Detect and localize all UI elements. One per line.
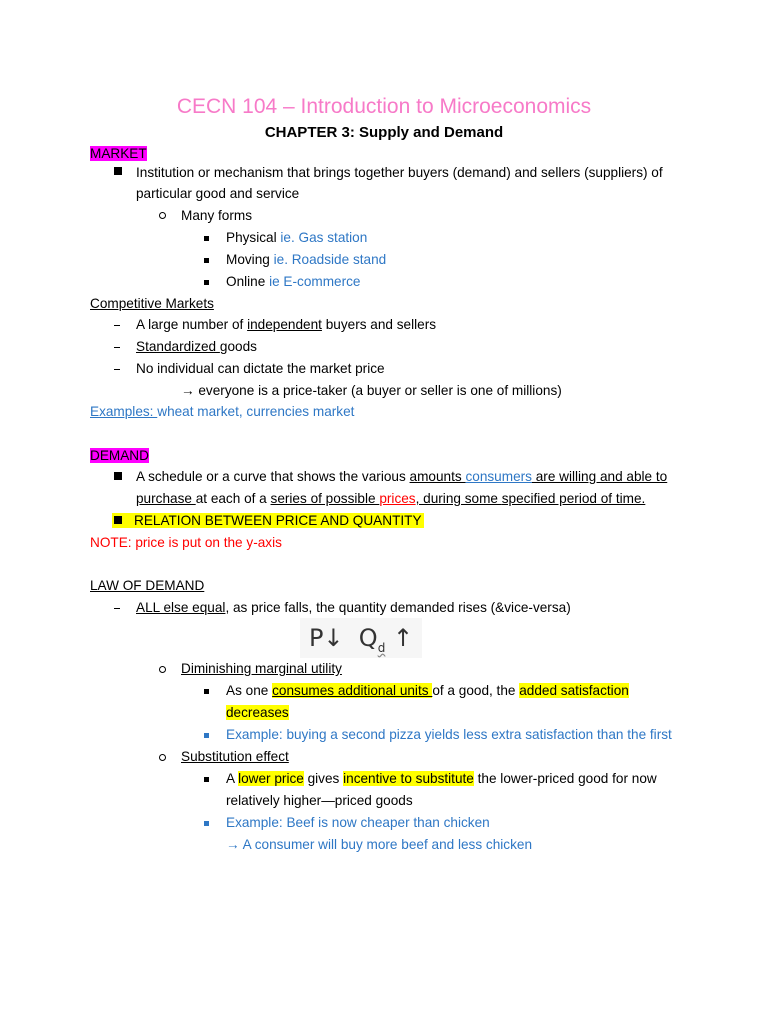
- form-physical: Physical ie. Gas station: [226, 230, 368, 245]
- many-forms: Many forms: [181, 208, 253, 223]
- square-bullet-icon: [114, 167, 122, 175]
- dmu-heading: Diminishing marginal utility: [181, 661, 342, 676]
- arrow-down-icon: ↓: [323, 624, 344, 652]
- dash-bullet-icon: [114, 325, 120, 326]
- note-line: NOTE: price is put on the y-axis: [90, 535, 282, 550]
- small-square-bullet-icon: [204, 258, 209, 263]
- dmu-line2: decreases: [226, 705, 289, 720]
- dash-bullet-icon: [114, 608, 120, 609]
- competitive-item2: Standardized goods: [136, 339, 257, 354]
- price-taker-line: → everyone is a price-taker (a buyer or seller is one of millions): [181, 383, 562, 398]
- arrow-right-icon: →: [226, 837, 240, 852]
- examples-line: Examples: wheat market, currencies market: [90, 404, 355, 419]
- arrow-up-icon: ↑: [392, 624, 414, 652]
- square-bullet-icon: [114, 516, 122, 524]
- market-def-line2: particular good and service: [136, 186, 300, 201]
- substitution-line2: relatively higher—priced goods: [226, 793, 413, 808]
- substitution-example: Example: Beef is now cheaper than chicken: [226, 815, 490, 830]
- dmu-example: Example: buying a second pizza yields less extra satisfaction than the first: [226, 727, 672, 742]
- small-square-bullet-icon: [204, 777, 209, 782]
- substitution-line1: A lower price gives incentive to substitute the lower-priced good for now: [226, 771, 657, 786]
- law-heading: LAW OF DEMAND: [90, 578, 205, 593]
- demand-heading: DEMAND: [90, 448, 149, 463]
- substitution-heading: Substitution effect: [181, 749, 289, 764]
- form-online: Online ie E-commerce: [226, 274, 361, 289]
- form-moving: Moving ie. Roadside stand: [226, 252, 387, 267]
- dmu-line1: As one consumes additional units of a good, the added satisfaction: [226, 683, 629, 698]
- circle-bullet-icon: [159, 666, 166, 673]
- law-line1: ALL else equal, as price falls, the quantity demanded rises (&vice-versa): [136, 600, 571, 615]
- small-square-bullet-icon: [204, 689, 209, 694]
- small-square-bullet-icon: [204, 280, 209, 285]
- small-square-bullet-icon: [204, 733, 209, 738]
- circle-bullet-icon: [159, 212, 166, 219]
- chapter-subtitle: CHAPTER 3: Supply and Demand: [264, 124, 504, 141]
- competitive-heading: Competitive Markets: [90, 296, 214, 311]
- demand-def-line2: purchase at each of a series of possible prices, during some specified period of time.: [136, 491, 646, 506]
- market-heading: MARKET: [90, 146, 147, 161]
- arrow-right-icon: →: [181, 383, 195, 398]
- competitive-item3: No individual can dictate the market price: [136, 361, 385, 376]
- dash-bullet-icon: [114, 347, 120, 348]
- square-bullet-icon: [114, 472, 122, 480]
- small-square-bullet-icon: [204, 236, 209, 241]
- market-def-line1: Institution or mechanism that brings together buyers (demand) and sellers (suppliers) of: [136, 165, 663, 180]
- substitution-example-arrow: → A consumer will buy more beef and less chicken: [226, 837, 533, 852]
- dash-bullet-icon: [114, 369, 120, 370]
- small-square-bullet-icon: [204, 821, 209, 826]
- demand-def-line1: A schedule or a curve that shows the various amounts consumers are willing and able to: [136, 469, 668, 484]
- competitive-item1: A large number of independent buyers and sellers: [136, 317, 437, 332]
- price-quantity-formula: P↓ $Q_d$ ↑: [300, 618, 422, 658]
- page-title: CECN 104 – Introduction to Microeconomics: [176, 95, 592, 118]
- circle-bullet-icon: [159, 754, 166, 761]
- relation-line: RELATION BETWEEN PRICE AND QUANTITY: [112, 511, 424, 531]
